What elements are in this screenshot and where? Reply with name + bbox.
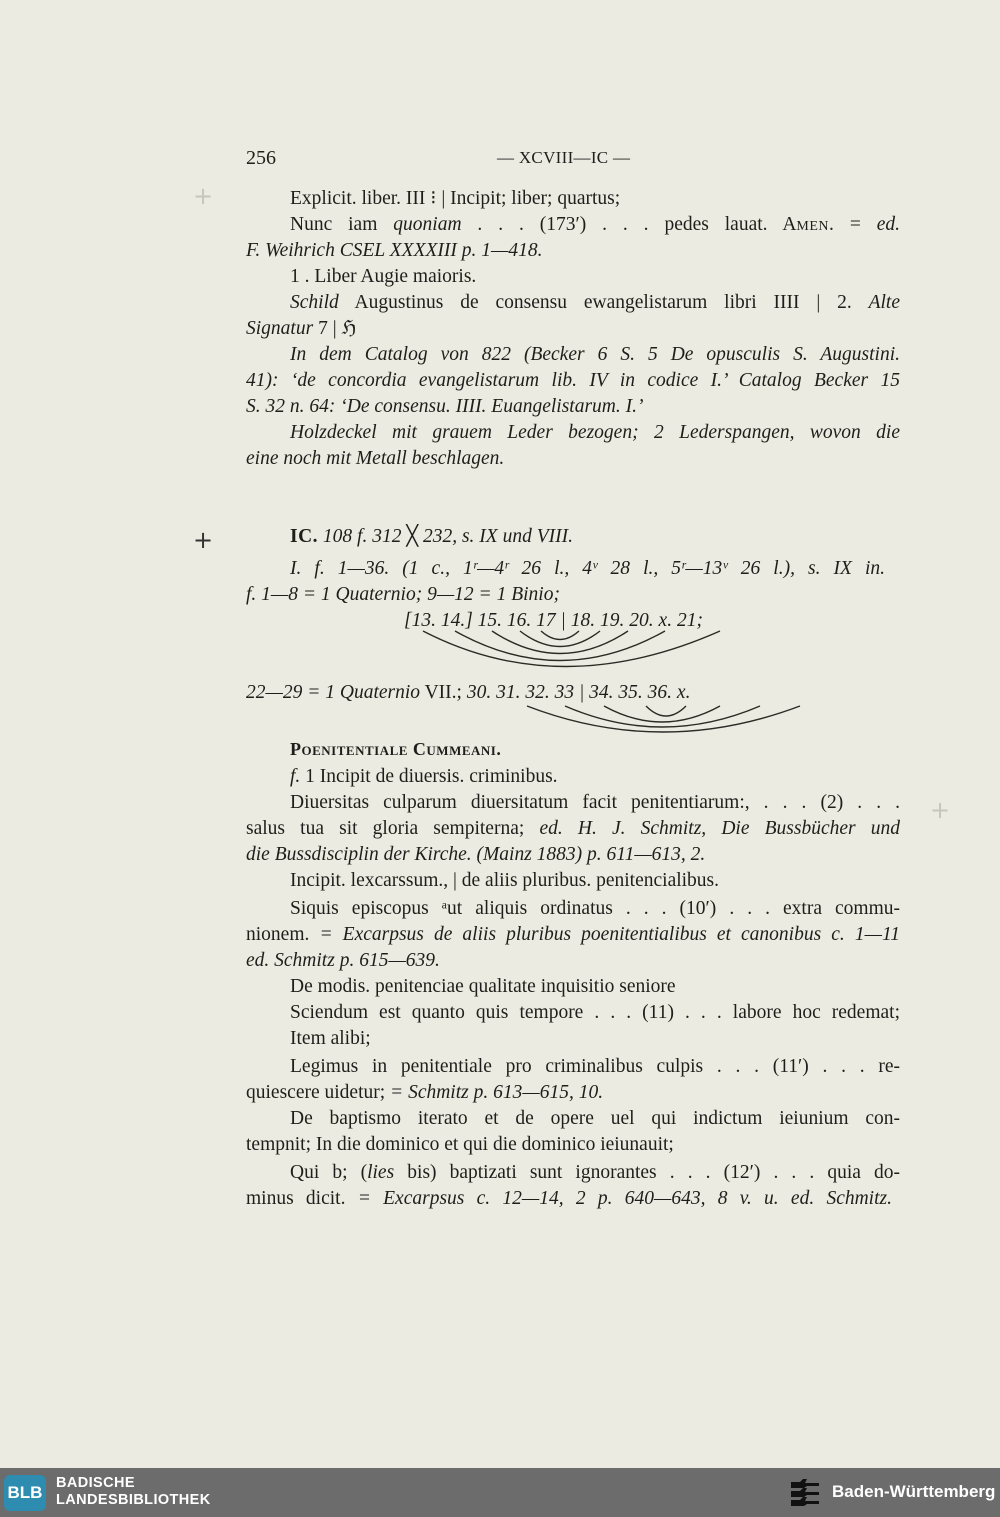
quire-arc <box>527 706 800 732</box>
text-line: F. Weihrich CSEL XXXXIII p. 1—418. <box>246 240 543 261</box>
margin-cross-top: + <box>193 182 214 210</box>
text-line: f. 1—8 = 1 Quaternio; 9—12 = 1 Binio; <box>246 584 560 605</box>
quire-arc <box>604 706 720 722</box>
text-line: Incipit. lexcarssum., | de aliis pluribus. penitencialibus. <box>290 870 720 891</box>
running-title: — XCVIII—IC — <box>497 148 631 167</box>
text-line: f. 1 Incipit de diuersis. criminibus. <box>290 766 558 787</box>
page-number: 256 <box>246 147 276 169</box>
text-line: De modis. penitenciae qualitate inquisitio seniore <box>290 976 676 997</box>
blb-logo[interactable]: BLB <box>4 1475 46 1511</box>
text-line: Siquis episcopus ᵃut aliquis ordinatus . . . (10′) . . . extra commu- <box>290 898 900 919</box>
footer-bar <box>0 1468 1000 1517</box>
text-line: salus tua sit gloria sempiterna; ed. H. J. Schmitz, Die Bussbücher und <box>246 818 901 839</box>
entry-heading: IC. 108 f. 312 ╳ 232, s. IX und VIII. <box>290 526 573 547</box>
blb-name[interactable]: BADISCHE LANDESBIBLIOTHEK <box>56 1475 211 1508</box>
text-line: Diuersitas culparum diuersitatum facit penitentiarum:, . . . (2) . . . <box>290 792 900 813</box>
quire-arc <box>492 631 628 654</box>
quire-arc <box>541 631 579 640</box>
text-line: Legimus in penitentiale pro criminalibus culpis . . . (11′) . . . re- <box>290 1056 900 1077</box>
text-line: Signatur 7 | ℌ <box>246 318 357 339</box>
margin-cross-right: + <box>930 796 951 824</box>
text-line: tempnit; In die dominico et qui die dominico ieiunauit; <box>246 1134 674 1155</box>
text-line: Holzdeckel mit grauem Leder bezogen; 2 Lederspangen, wovon die <box>290 422 900 443</box>
quire-line: [13. 14.] 15. 16. 17 | 18. 19. 20. x. 21; <box>404 610 703 631</box>
text-line: Item alibi; <box>290 1028 371 1049</box>
text-line: Schild Augustinus de consensu ewangelistarum libri IIII | 2. Alte <box>290 292 900 313</box>
lions-emblem-icon <box>788 1476 822 1510</box>
bw-wordmark[interactable]: Baden-Württemberg <box>832 1482 996 1501</box>
text-line: In dem Catalog von 822 (Becker 6 S. 5 De opusculis S. Augustini. <box>290 344 900 365</box>
text-line: nionem. = Excarpsus de aliis pluribus poenitentialibus et canonibus c. 1—11 <box>246 924 900 945</box>
text-line: Explicit. liber. III ⁝ | Incipit; liber; quartus; <box>290 188 621 209</box>
quire-line: 22—29 = 1 Quaternio VII.; 30. 31. 32. 33 | 34. 35. 36. x. <box>246 682 691 703</box>
text-line: quiescere uidetur; = Schmitz p. 613—615, 10. <box>246 1082 604 1103</box>
quire-arc <box>520 631 600 647</box>
text-line: die Bussdisciplin der Kirche. (Mainz 1883) p. 611—613, 2. <box>246 844 706 865</box>
text-line: Sciendum est quanto quis tempore . . . (11) . . . labore hoc redemat; <box>290 1002 900 1023</box>
text-line: 1 . Liber Augie maioris. <box>290 266 477 287</box>
text-line: 41): ‘de concordia evangelistarum lib. IV in codice I.’ Catalog Becker 15 <box>246 370 900 391</box>
text-line: minus dicit. = Excarpsus c. 12—14, 2 p. 640—643, 8 v. u. ed. Schmitz. <box>246 1188 892 1209</box>
text-line: I. f. 1—36. (1 c., 1ʳ—4ʳ 26 l., 4ᵛ 28 l., 5ʳ—13ᵛ 26 l.), s. IX in. <box>290 558 885 579</box>
text-line: Qui b; (lies bis) baptizati sunt ignorantes . . . (12′) . . . quia do- <box>290 1162 900 1183</box>
text-line: De baptismo iterato et de opere uel qui indictum ieiunium con- <box>290 1108 900 1129</box>
section-title: Poenitentiale Cummeani. <box>290 739 502 759</box>
text-line: Nunc iam quoniam . . . (173′) . . . pedes lauat. Amen. = ed. <box>290 214 900 235</box>
text-line: S. 32 n. 64: ‘De consensu. IIII. Euangelistarum. I.’ <box>246 396 644 417</box>
text-line: ed. Schmitz p. 615—639. <box>246 950 440 971</box>
margin-cross-ic: + <box>193 526 214 554</box>
quire-arc <box>646 706 686 716</box>
text-line: eine noch mit Metall beschlagen. <box>246 448 505 469</box>
quire-arc <box>565 706 760 727</box>
